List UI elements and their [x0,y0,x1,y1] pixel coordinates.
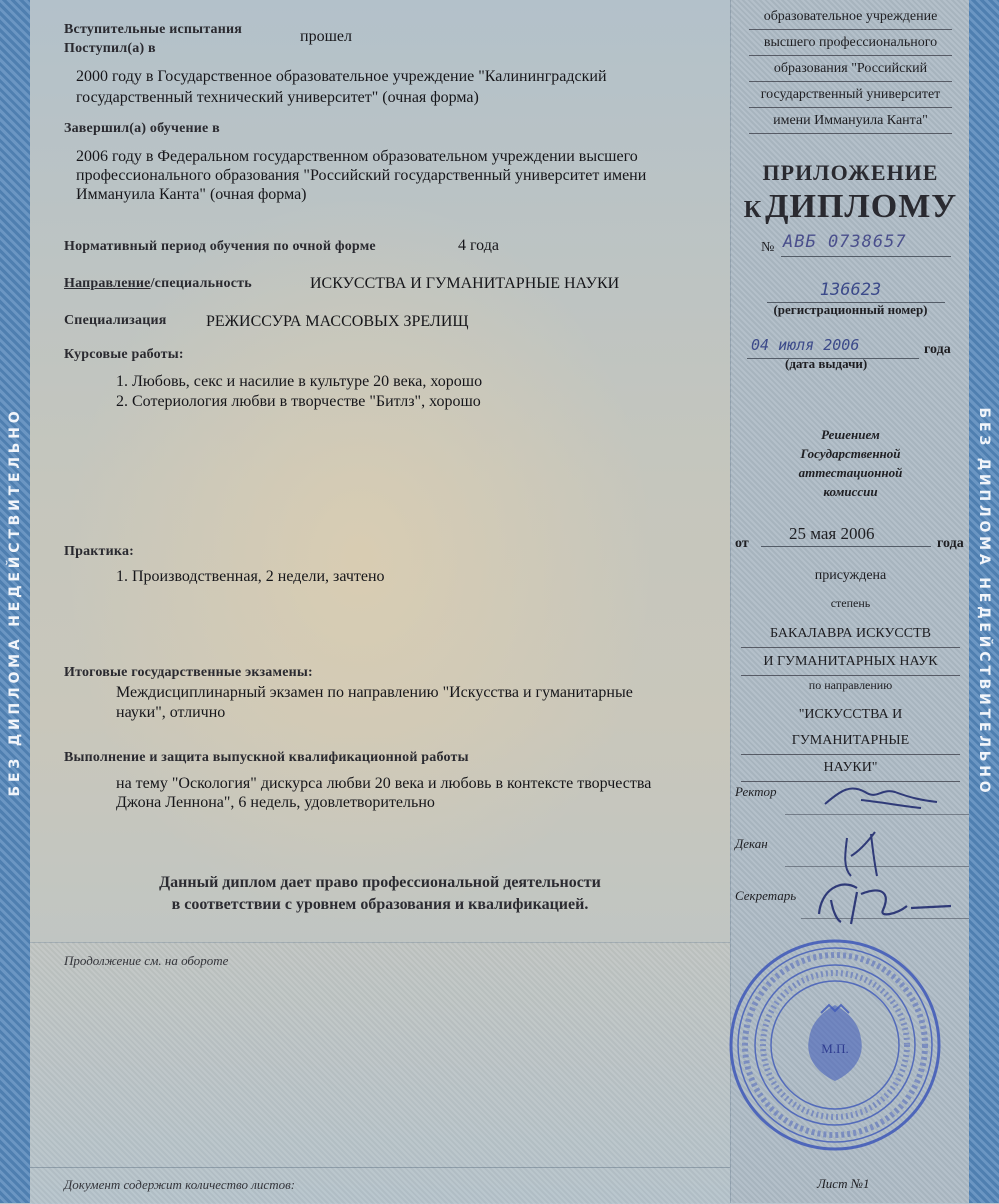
footer-divider [30,1167,730,1168]
registration-number: 136623 [819,280,882,300]
exams-label: Итоговые государственные экзамены: [64,665,313,680]
entrance-exams-label: Вступительные испытания [64,22,243,37]
title-k: К [743,197,762,223]
lower-panel [30,942,730,1204]
institution-line: высшего профессионального [749,30,952,56]
registration-caption: (регистрационный номер) [773,302,928,317]
secretary-signature [811,870,961,930]
study-period-value: 4 года [458,237,499,254]
finished-text-line-1: 2006 году в Федеральном государственном образовательном учреждении высшего [76,148,638,165]
document-title-line-1: ПРИЛОЖЕНИЕ [762,160,939,185]
continued-note: Продолжение см. на обороте [64,953,229,968]
left-security-band [0,0,30,1203]
issue-date-caption: (дата выдачи) [785,356,868,371]
coursework-label: Курсовые работы: [64,347,184,362]
rights-statement-line-2: в соответствии с уровнем образования и квалификацией. [171,896,589,913]
practice-item: 1. Производственная, 2 недели, зачтено [116,568,385,585]
coursework-item: 1. Любовь, секс и насилие в культуре 20 века, хорошо [116,373,483,390]
institution-line: имени Иммануила Канта" [749,108,952,134]
title-diploma: ДИПЛОМУ [765,188,958,225]
finished-text-line-3: Иммануила Канта" (очная форма) [76,186,307,203]
main-section [30,0,730,1203]
sheet-number: Лист №1 [817,1176,870,1191]
entered-text-line-2: государственный технический университет" (очная форма) [76,89,479,106]
diploma-number: АВБ 0738657 [783,232,907,252]
awarded-label: присуждена [814,568,887,583]
rights-statement-line-1: Данный диплом дает право профессиональной деятельности [159,874,601,891]
direction-value: ИСКУССТВА И ГУМАНИТАРНЫЕ НАУКИ [310,275,620,292]
degree-line: И ГУМАНИТАРНЫХ НАУК [741,648,960,676]
from-prefix: от [735,536,749,551]
right-column [730,0,970,1203]
sheets-count-label: Документ содержит количество листов: [64,1177,296,1192]
direction-label-rest: /специальность [150,276,252,291]
specialization-label: Специализация [64,313,167,328]
direction-line: "ИСКУССТВА И ГУМАНИТАРНЫЕ [741,702,960,755]
decision-line: Решением [821,427,880,442]
finished-label: Завершил(а) обучение в [64,121,220,136]
direction-label [64,276,252,292]
decision-line: комиссии [823,484,878,499]
issue-date: 04 июля 2006 [751,336,860,354]
institution-line: государственный университет [749,82,952,108]
finished-text-line-2: профессионального образования "Российский государственный университет имени [76,167,647,184]
band-warning-text-left: БЕЗ ДИПЛОМА НЕДЕЙСТВИТЕЛЬНО [7,407,23,796]
institution-name [731,4,970,134]
institution-line: образовательное учреждение [749,4,952,30]
coursework-item: 2. Сотериология любви в творчестве "Битлз", хорошо [116,393,481,410]
rector-signature [821,770,941,820]
decision-date: 25 мая 2006 [789,524,875,543]
exams-text-line-2: науки", отлично [116,704,226,721]
decision-line: Государственной [800,446,901,461]
exams-text-line-1: Междисциплинарный экзамен по направлению "Искусства и гуманитарные [116,684,633,701]
direction-label-underlined: Направление [64,276,151,291]
right-security-band [969,0,999,1203]
stamp-mark-text: М.П. [821,1041,849,1056]
from-suffix: года [937,536,964,551]
rector-label: Ректор [735,784,777,799]
document-title-line-2 [731,188,970,226]
degree-label: степень [830,596,871,610]
thesis-label: Выполнение и защита выпускной квалификационной работы [64,750,469,765]
entered-text-line-1: 2000 году в Государственное образовательное учреждение "Калининградский [76,68,607,85]
by-direction-label: по направлению [808,678,893,692]
rights-statement [70,872,690,916]
study-period-label: Нормативный период обучения по очной форме [64,239,376,254]
thesis-text-line-2: Джона Леннона", 6 недель, удовлетворительно [116,794,435,811]
degree-line: БАКАЛАВРА ИСКУССТВ [741,620,960,648]
number-underline [781,256,951,257]
specialization-value: РЕЖИССУРА МАССОВЫХ ЗРЕЛИЩ [206,313,469,330]
thesis-text-line-1: на тему "Оскология" дискурса любви 20 века и любовь в контексте творчества [116,775,652,792]
direction-line: НАУКИ" [741,755,960,782]
entrance-exams-result: прошел [300,28,352,45]
band-warning-text-right: БЕЗ ДИПЛОМА НЕДЕЙСТВИТЕЛЬНО [976,407,992,796]
dean-label: Декан [735,836,768,851]
entered-label: Поступил(а) в [64,41,156,56]
commission-decision [731,425,970,501]
official-stamp [725,935,945,1155]
practice-label: Практика: [64,544,135,559]
institution-line: образования "Российский [749,56,952,82]
decision-date-underline [761,546,931,547]
issue-date-suffix: года [924,342,951,357]
degree-name [731,620,970,676]
decision-line: аттестационной [798,465,903,480]
number-prefix: № [761,240,775,255]
secretary-label: Секретарь [735,888,797,903]
